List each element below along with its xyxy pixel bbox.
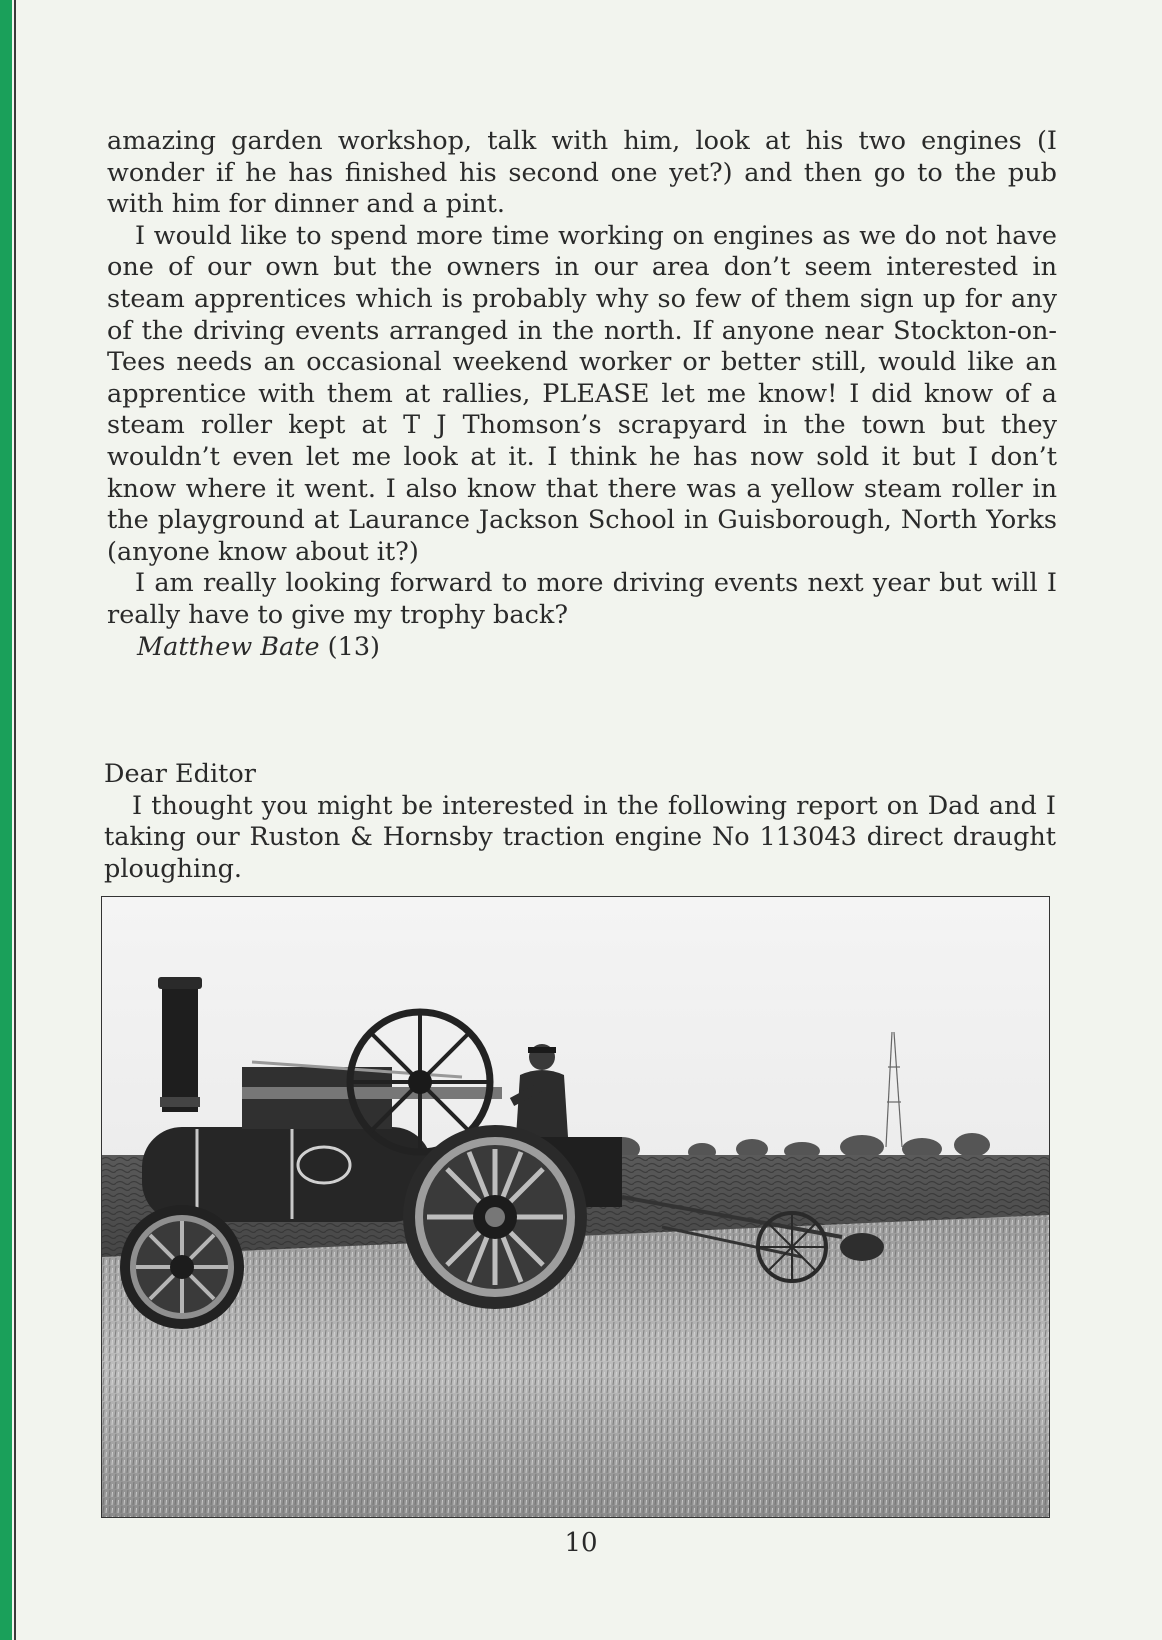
traction-engine-photo bbox=[101, 896, 1050, 1518]
signature-age: (13) bbox=[327, 632, 381, 662]
binding-edge-line bbox=[14, 0, 16, 1640]
letter-one-paragraph: amazing garden workshop, talk with him, look at his two engines (I wonder if he has finished his second one yet?) and then go to the pub with him for dinner and a pint. bbox=[107, 126, 1057, 220]
letter-one-paragraph: I would like to spend more time working on engines as we do not have one of our own but the owners in our area don’t seem interested in steam apprentices which is probably why so few of them sign up for any of the driving events arranged in the north. If anyone near Stockton-on-Tees needs an occasional weekend worker or better still, would like an apprentice with them at rallies, PLEASE let me know! I did know of a steam roller kept at T J Thomson’s scrapyard in the town but they wouldn’t even let me look at it. I think he has now sold it but I don’t know where it went. I also know that there was a yellow steam roller in the playground at Laurance Jackson School in Guisborough, North Yorks (anyone know about it?) bbox=[107, 220, 1057, 567]
letter-two-body bbox=[104, 759, 1056, 885]
letter-one-paragraph: I am really looking forward to more driving events next year but will I really have to give my trophy back? bbox=[107, 568, 1057, 630]
letter-one-body bbox=[107, 126, 1057, 632]
letter-two-salutation: Dear Editor bbox=[104, 759, 256, 789]
traction-engine-illustration bbox=[102, 897, 1049, 1517]
binding-edge-stripe bbox=[0, 0, 12, 1640]
letter-two-paragraph: I thought you might be interested in the following report on Dad and I taking our Ruston & Hornsby traction engine No 113043 direct draught ploughing. bbox=[104, 790, 1056, 884]
letter-one-signature bbox=[137, 632, 380, 662]
signature-name: Matthew Bate bbox=[137, 632, 320, 662]
page-number: 10 bbox=[564, 1528, 598, 1558]
